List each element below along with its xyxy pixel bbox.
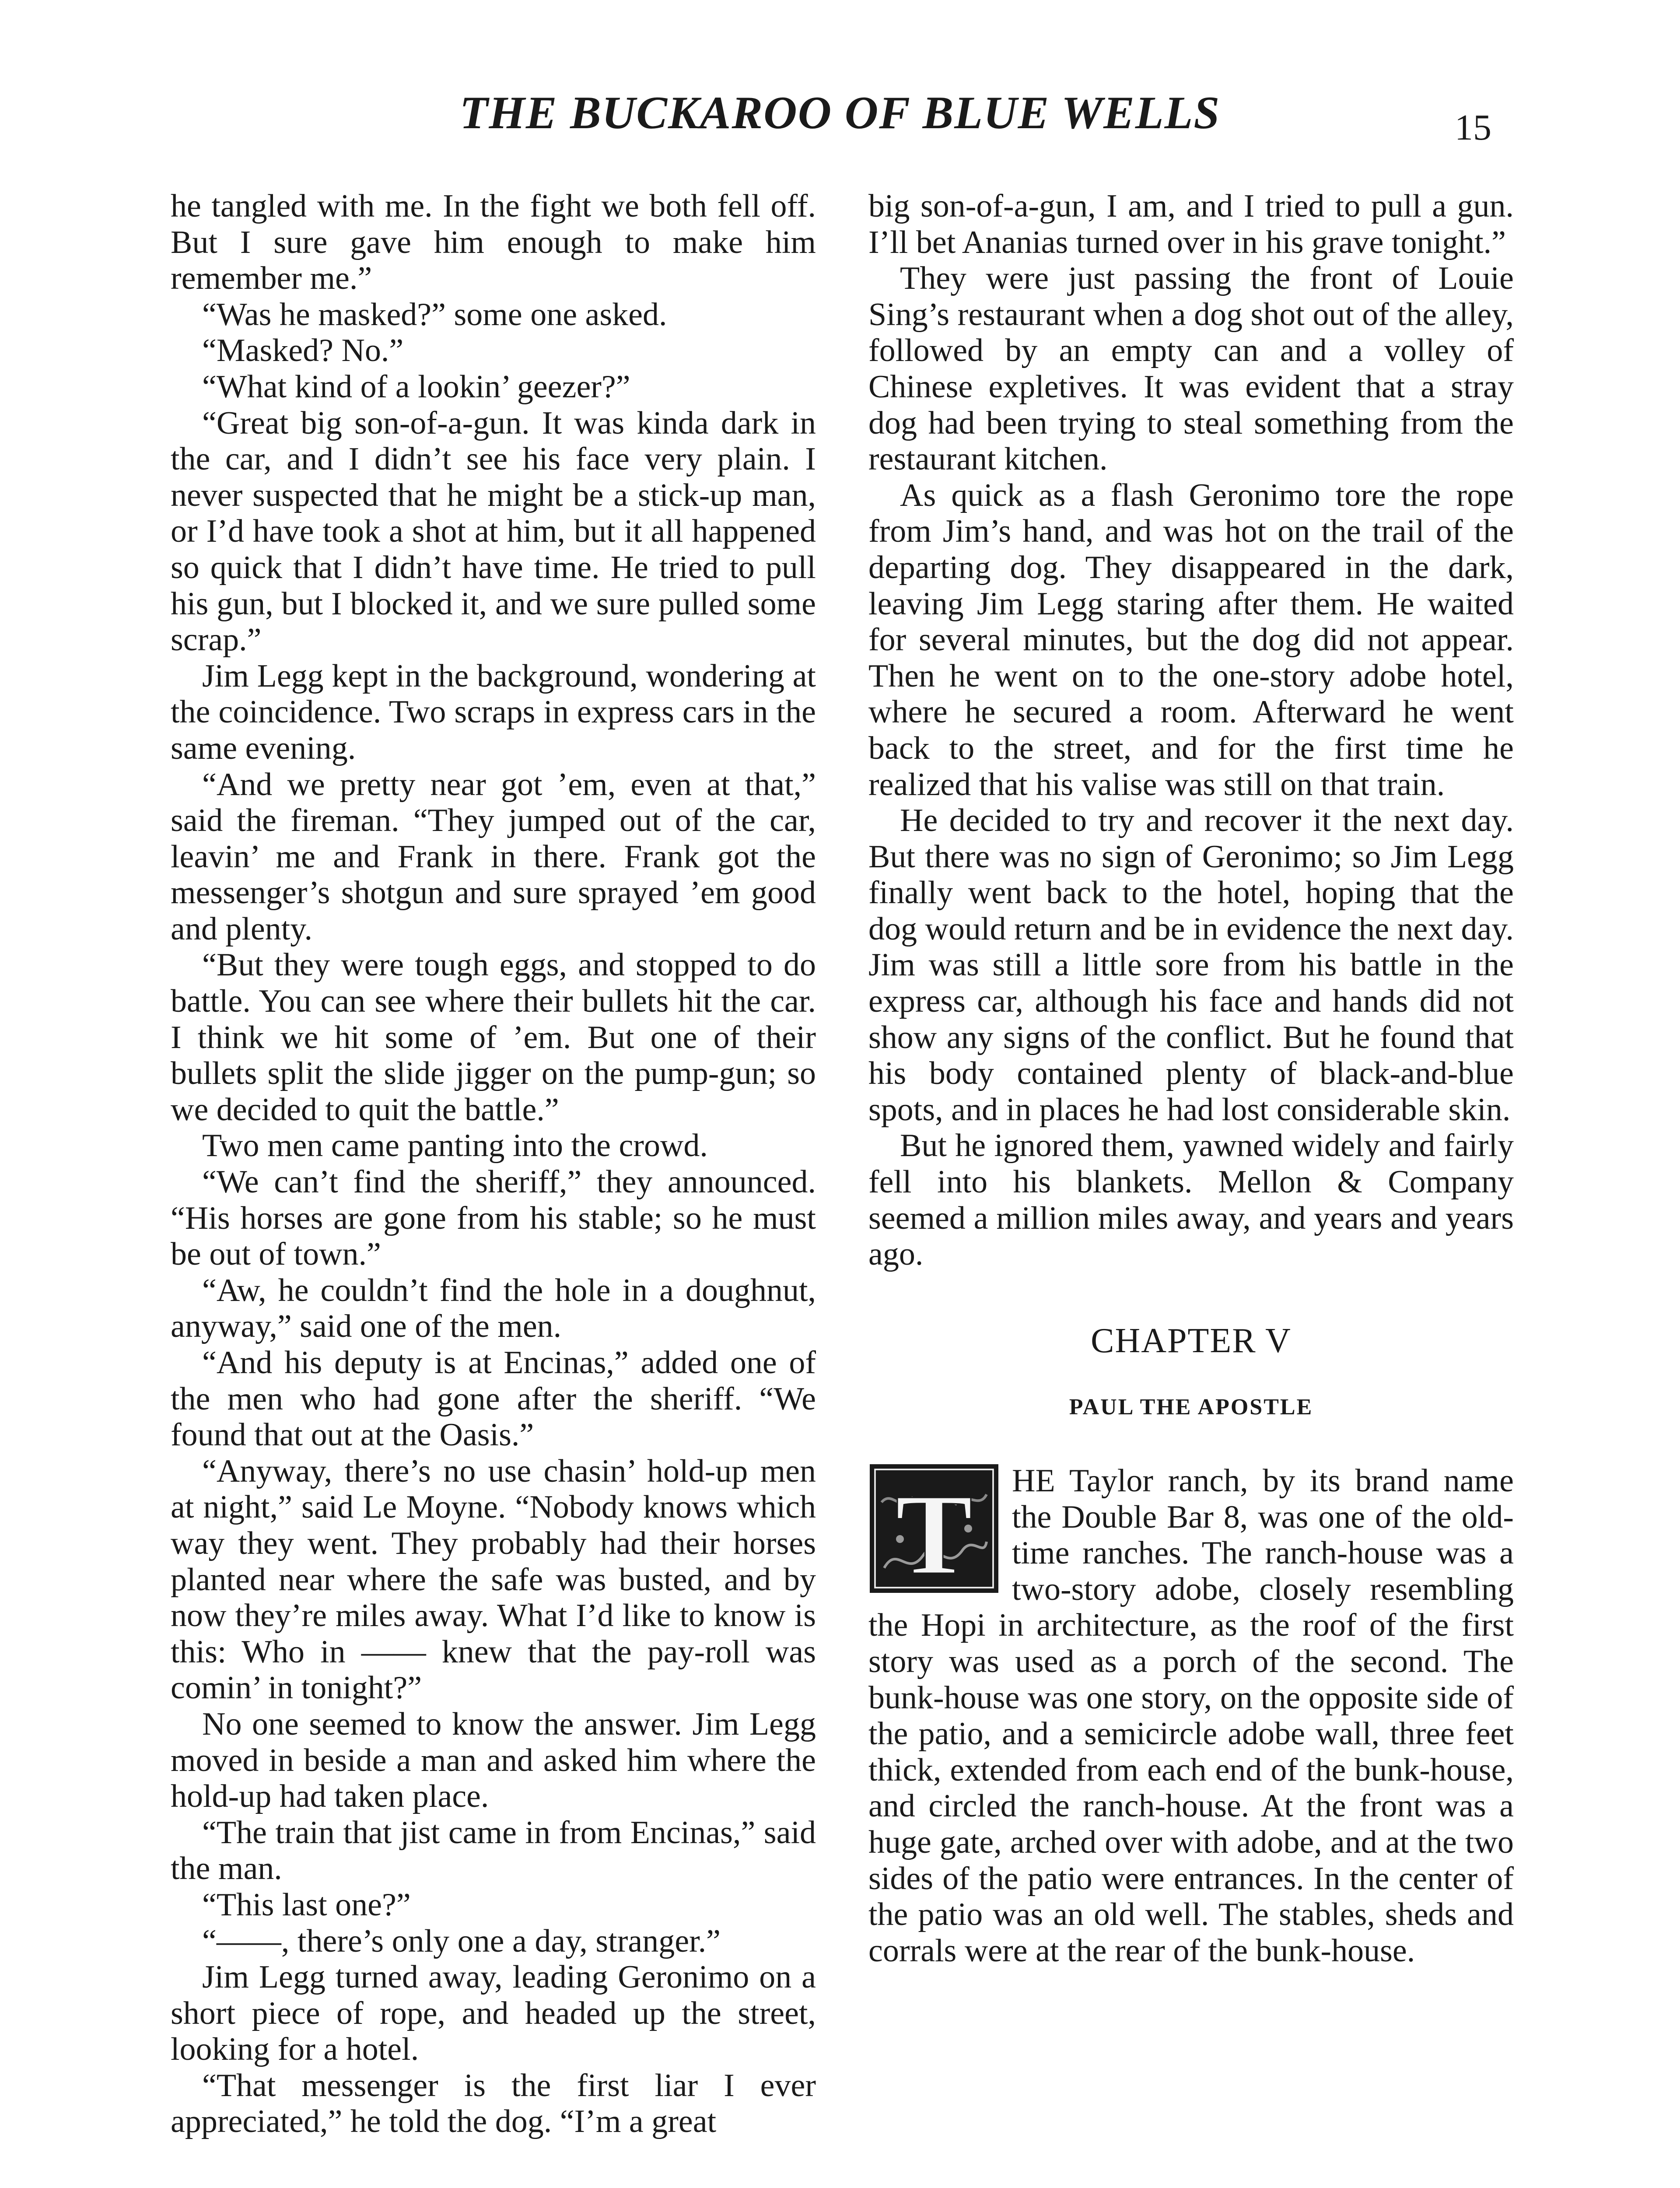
paragraph: Jim Legg kept in the background, wondering at the coincidence. Two scraps in express cars in the same evening. (171, 658, 816, 766)
paragraph: Two men came panting into the crowd. (202, 1128, 708, 1164)
page-number: 15 (1455, 107, 1491, 148)
paragraph: “This last one?” (202, 1886, 411, 1923)
paragraph: Jim Legg turned away, leading Geronimo on a short piece of rope, and headed up the street, looking for a hotel. (171, 1959, 816, 2068)
paragraph: HE Taylor ranch, by its brand name the Double Bar 8, was one of the old-time ranches. The ranch-house was a two-story adobe, closely resembling the Hopi in architecture, as the roof of the first story was used as a porch of the second. The bunk-house was one story, on the opposite side of the patio, and a semicircle adobe wall, three feet thick, extended from each end of the bunk-house, and circled the ranch-house. At the front was a huge gate, arched over with adobe, and at the two sides of the patio were entrances. In the center of the patio was an old well. The stables, sheds and corrals were at the rear of the bunk-house. (868, 1463, 1514, 1969)
paragraph: he tangled with me. In the fight we both fell off. But I sure gave him enough to make him remember me.” (171, 188, 816, 297)
right-column (868, 188, 1514, 1969)
paragraph: “Aw, he couldn’t find the hole in a doughnut, anyway,” said one of the men. (171, 1272, 816, 1345)
paragraph: They were just passing the front of Louie Sing’s restaurant when a dog shot out of the alley, followed by an empty can and a volley of Chinese expletives. It was evident that a stray dog had been trying to steal something from the restaurant kitchen. (868, 260, 1514, 477)
paragraph: “Anyway, there’s no use chasin’ hold-up men at night,” said Le Moyne. “Nobody knows which way they went. They probably had their horses planted near where the safe was busted, and by now they’re miles away. What I’d like to know is this: Who in —— knew that the pay-roll was comin’ in tonight?” (171, 1453, 816, 1706)
paragraph: “Masked? No.” (202, 333, 404, 369)
running-title: THE BUCKAROO OF BLUE WELLS (459, 87, 1221, 138)
paragraph: He decided to try and recover it the next day. But there was no sign of Geronimo; so Jim Legg finally went back to the hotel, hoping that the dog would return and be in evidence the next day. Jim was still a little sore from his battle in the express car, although his face and hands did not show any signs of the conflict. But he found that his body contained plenty of black-and-blue spots, and in places he had lost considerable skin. (868, 803, 1514, 1128)
paragraph: But he ignored them, yawned widely and fairly fell into his blankets. Mellon & Company seemed a million miles away, and years and years ago. (868, 1128, 1514, 1273)
paragraph: “That messenger is the first liar I ever appreciated,” he told the dog. “I’m a great (171, 2067, 816, 2140)
paragraph: “The train that jist came in from Encinas,” said the man. (171, 1814, 816, 1887)
paragraph: “What kind of a lookin’ geezer?” (202, 368, 630, 405)
paragraph: “And we pretty near got ’em, even at that,” said the fireman. “They jumped out of the car, leavin’ me and Frank in there. Frank got the messenger’s shotgun and sure sprayed ’em good and plenty. (171, 766, 816, 947)
paragraph: “Was he masked?” some one asked. (202, 296, 667, 333)
paragraph: big son-of-a-gun, I am, and I tried to pull a gun. I’ll bet Ananias turned over in his grave tonight.” (868, 188, 1514, 260)
paragraph: “And his deputy is at Encinas,” added one of the men who had gone after the sheriff. “We found that out at the Oasis.” (171, 1345, 816, 1453)
chapter-subtitle: PAUL THE APOSTLE (1069, 1395, 1313, 1420)
paragraph: “Great big son-of-a-gun. It was kinda dark in the car, and I didn’t see his face very plain. I never suspected that he might be a stick-up man, or I’d have took a shot at him, but it all happened so quick that I didn’t have time. He tried to pull his gun, but I blocked it, and we sure pulled some scrap.” (171, 405, 816, 658)
drop-cap-ornament-icon (868, 1463, 1000, 1594)
paragraph: “——, there’s only one a day, stranger.” (202, 1923, 721, 1959)
paragraph: As quick as a flash Geronimo tore the rope from Jim’s hand, and was hot on the trail of the departing dog. They disappeared in the dark, leaving Jim Legg staring after them. He waited for several minutes, but the dog did not appear. Then he went on to the one-story adobe hotel, where he secured a room. Afterward he went back to the street, and for the first time he realized that his valise was still on that train. (868, 477, 1514, 803)
drop-cap-letter: T (895, 1471, 973, 1594)
paragraph: “We can’t find the sheriff,” they announced. “His horses are gone from his stable; so he must be out of town.” (171, 1164, 816, 1273)
left-column (171, 188, 816, 2140)
chapter-heading: CHAPTER V (1091, 1321, 1292, 1360)
paragraph: “But they were tough eggs, and stopped to do battle. You can see where their bullets hit the car. I think we hit some of ’em. But one of their bullets split the slide jigger on the pump-gun; so we decided to quit the battle.” (171, 947, 816, 1128)
paragraph: No one seemed to know the answer. Jim Legg moved in beside a man and asked him where the hold-up had taken place. (171, 1706, 816, 1815)
